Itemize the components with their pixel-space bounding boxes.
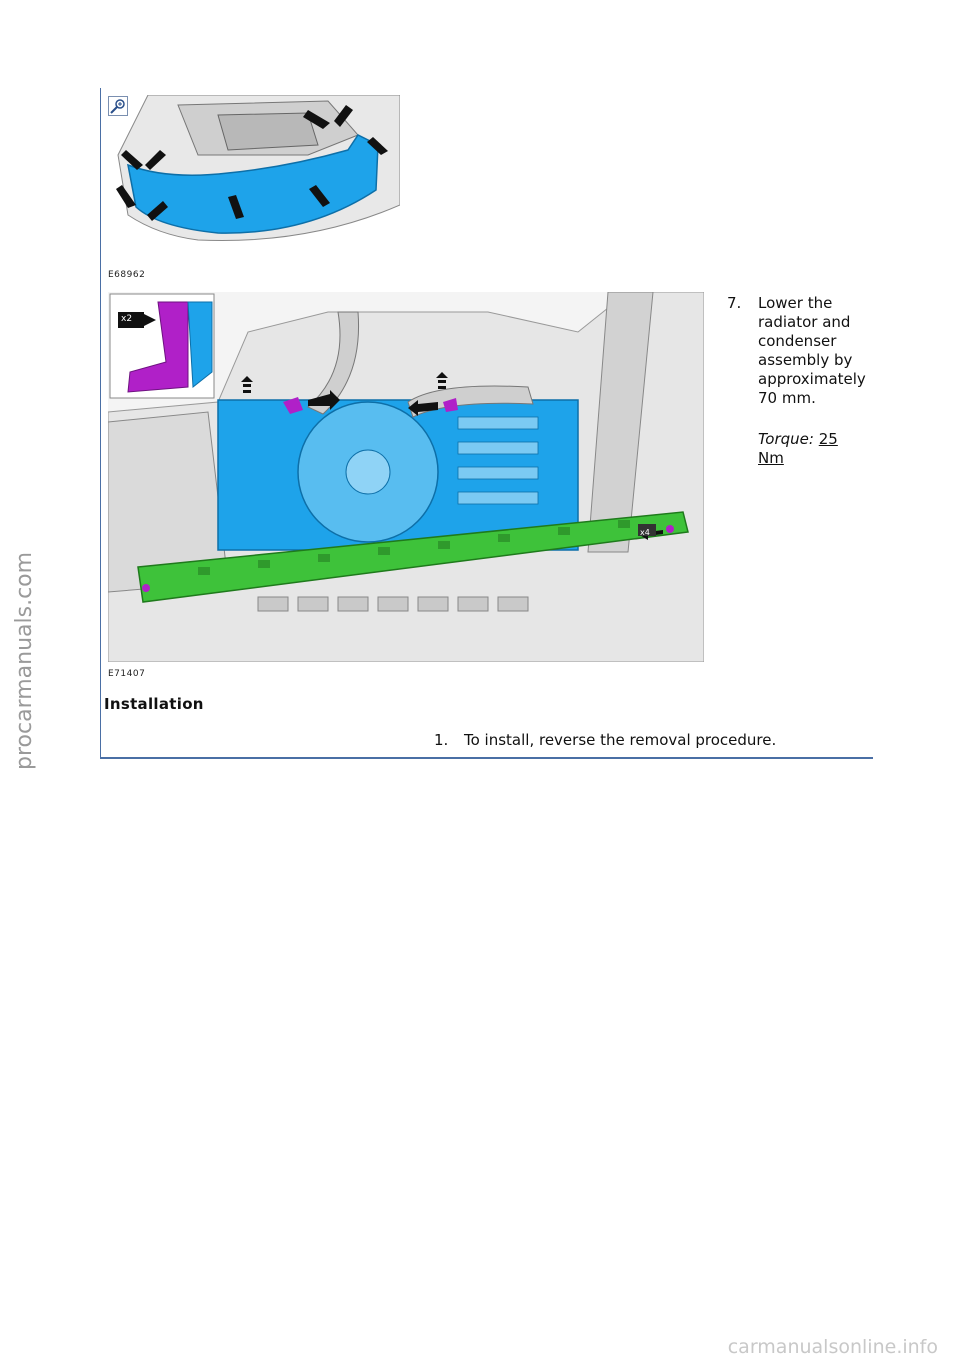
step-number: 7.	[727, 294, 742, 312]
fastener-callout-label: x4	[640, 528, 650, 537]
figure-radiator-assembly	[108, 292, 704, 662]
figure-code: E71407	[108, 669, 146, 679]
content-frame-bottom	[100, 757, 873, 759]
section-heading: Installation	[104, 695, 204, 713]
figure-code: E68962	[108, 270, 146, 280]
figure-underbody-shield	[108, 95, 400, 245]
watermark-bottom: carmanualsonline.info	[727, 1336, 938, 1358]
step-number: 1.	[434, 731, 449, 749]
torque-label: Torque:	[758, 430, 814, 448]
watermark-side: procarmanuals.com	[12, 551, 37, 770]
step-text: To install, reverse the removal procedure.	[464, 731, 777, 749]
step-text: Lower the radiator and condenser assembly by approximately 70 mm.	[758, 294, 866, 407]
torque-value-link[interactable]: 25 Nm	[758, 430, 838, 467]
content-frame-left	[100, 88, 101, 758]
inset-callout-label: x2	[121, 314, 133, 324]
torque-spec	[758, 430, 868, 468]
installation-step	[434, 731, 776, 750]
magnify-icon[interactable]	[108, 96, 128, 116]
